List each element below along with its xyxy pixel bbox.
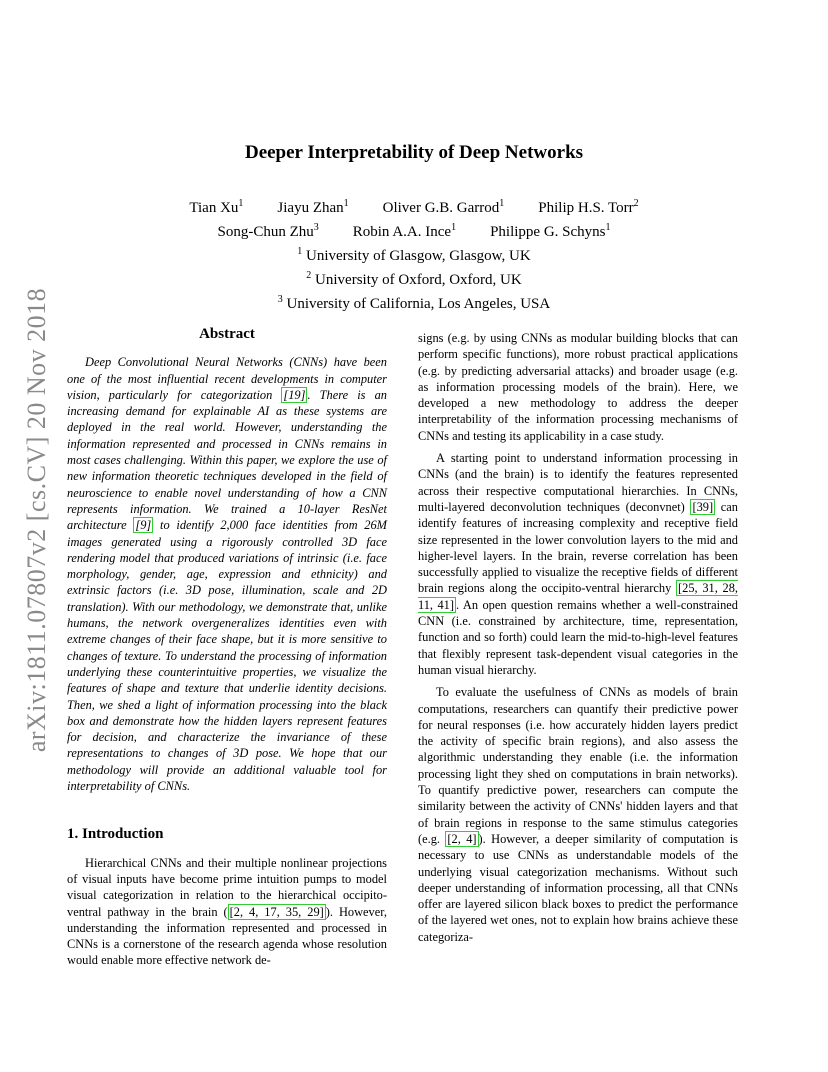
abstract-heading: Abstract	[199, 326, 255, 342]
author: Song-Chun Zhu$^3$	[217, 222, 319, 240]
citation-link[interactable]: [2, 4, 17, 35, 29]	[229, 904, 324, 919]
left-column	[67, 326, 387, 969]
author-row-2	[0, 218, 828, 242]
citation-link[interactable]: [25, 31, 28, 11, 41]	[418, 581, 739, 612]
author: Oliver G.B. Garrod$^1$	[382, 198, 505, 216]
author: Tian Xu$^1$	[189, 198, 244, 216]
author-block	[0, 194, 828, 314]
body-paragraph: A starting point to understand information processing in CNNs (and the brain) is to identify the features represented across their respective computational hierarchies. In CNNs, multi-layered deconvolution techniques (deconvnet) [39] can identify features of increasing complexity and receptive field size represented in the lower convolution layers to the mid and higher-level layers. In the brain, reverse correlation has been successfully applied to visualize the receptive fields of different brain regions along the occipito-ventral hierarchy [25, 31, 28, 11, 41] . An open question remains whether a well-constrained CNN (i.e. constrained by architecture, time, representation, function and so forth) could learn the mid-to-high-level features that flexibly represent task-dependent visual categories in the human visual hierarchy.	[418, 451, 739, 677]
citation-link[interactable]: [2, 4]	[447, 831, 477, 846]
paper-title: Deeper Interpretability of Deep Networks	[244, 142, 584, 163]
affiliation: $^3$ University of California, Los Angeles, USA	[277, 294, 551, 312]
right-column	[418, 330, 738, 945]
affiliation: $^1$ University of Glasgow, Glasgow, UK	[297, 246, 531, 264]
abstract-text: Deep Convolutional Neural Networks (CNNs) have been one of the most influential recent developments in computer vision, particularly for categorization [19] . There is an increasing demand for explainable AI as these systems are deployed in the real world. However, understanding the information represented and processed in CNNs remains in most cases challenging. Within this paper, we explore the use of new information theoretic techniques developed in the field of neuroscience to enable novel understanding of how a CNN represents information. We trained a 10-layer ResNet architecture [9] to identify 2,000 face identities from 26M images generated using a rigorously controlled 3D face rendering model that produced variations of intrinsic (i.e. face morphology, gender, age, expression and ethnicity) and extrinsic factors (i.e. 3D pose, illumination, scale and 2D translation). With our methodology, we demonstrate that, unlike humans, the network overgeneralizes identities even with extreme changes of their face shape, but it is more sensitive to changes of texture. To understand the processing of information underlying these counterintuitive properties, we visualize the features of shape and texture that underlie identity decisions. Then, we shed a light of information processing into the black box and demonstrate how the hidden layers represent features for decision, and characterize the invariance of these representations to changes of 3D pose. We hope that our methodology will provide an additional valuable tool for interpretability of CNNs.	[67, 355, 387, 794]
section-heading-introduction: 1. Introduction	[67, 826, 164, 843]
author: Philippe G. Schyns$^1$	[490, 222, 611, 240]
citation-link[interactable]: [19]	[283, 387, 306, 402]
citation-link[interactable]: [39]	[692, 499, 714, 514]
citation-link[interactable]: [9]	[135, 518, 152, 533]
author: Robin A.A. Ince$^1$	[352, 222, 457, 240]
author-row-1	[0, 194, 828, 218]
body-paragraph: signs (e.g. by using CNNs as modular building blocks that can perform specific functions), more robust practical applications (e.g. by predicting adversarial attacks) and broader usage (e.g. as information processing models of the brain). Here, we developed a new methodology to address the deeper interpretability of the information processing mechanisms of CNNs and testing its applicability in a case study.	[418, 331, 738, 443]
author: Jiayu Zhan$^1$	[277, 198, 349, 216]
arxiv-identifier: arXiv:1811.07807v2 [cs.CV] 20 Nov 2018	[22, 287, 52, 753]
body-paragraph: To evaluate the usefulness of CNNs as models of brain computations, researchers can quantify their predictive power for neural responses (i.e. how accurately hidden layers predict the activity of specific brain regions), and also assess the algorithmic understanding they enable (i.e. the information processing light they shed on computations in brain networks). To quantify predictive power, researchers can compute the similarity between the activity of CNNs' hidden layers and that of brain regions in response to the same stimulus categories (e.g. [2, 4] ). However, a deeper similarity of computation is necessary to use CNNs as understandable models of the underlying visual categorization mechanisms. Without such deeper understanding of information processing, all that CNNs offer are layered silicon black boxes to predict the performance of the layered wet ones, not to explain how brains achieve these categoriza-	[418, 685, 738, 944]
intro-paragraph: Hierarchical CNNs and their multiple nonlinear projections of visual inputs have become prime intuition pumps to model visual categorization in relation to the hierarchical occipito-ventral pathway in the brain ( [2, 4, 17, 35, 29] ). However, understanding the information represented and processed in CNNs is a cornerstone of the research agenda whose resolution would enable more effective network de-	[67, 855, 387, 968]
affiliation: $^2$ University of Oxford, Oxford, UK	[306, 270, 522, 288]
arxiv-stamp	[22, 280, 52, 760]
author: Philip H.S. Torr$^2$	[538, 198, 639, 216]
